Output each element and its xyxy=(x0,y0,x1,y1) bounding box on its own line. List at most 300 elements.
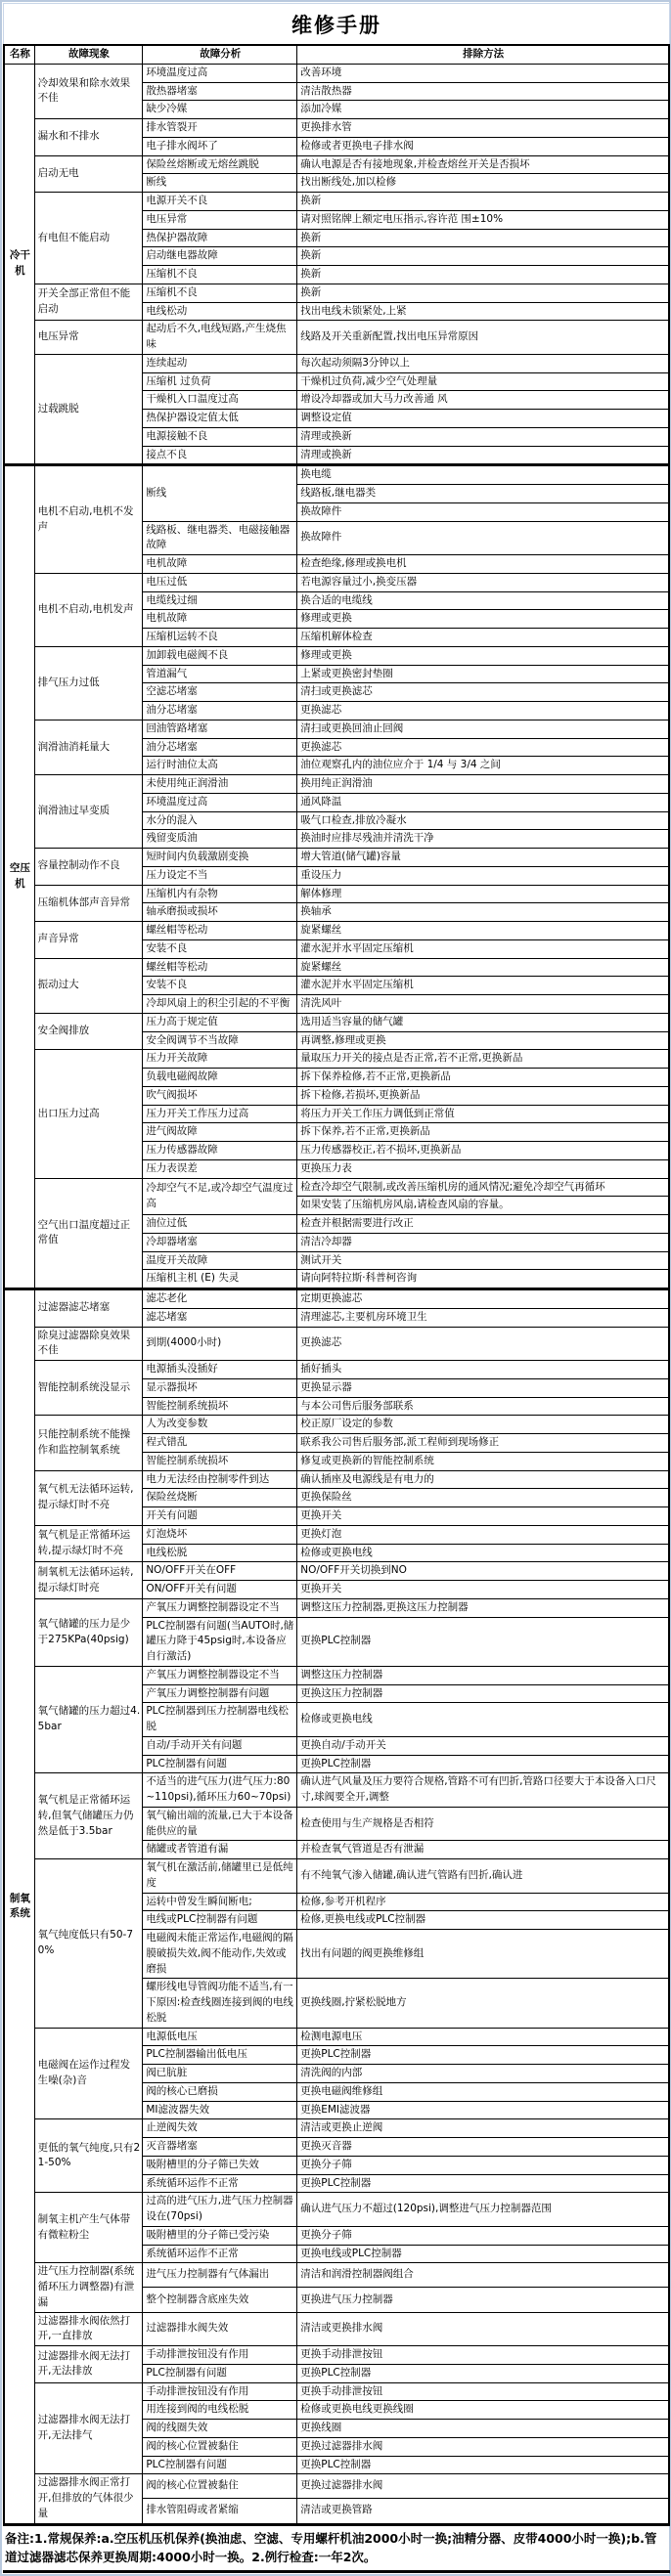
remedy-cell: 解体修理 xyxy=(297,885,669,903)
remedy-cell: 更换开关 xyxy=(297,1507,669,1526)
analysis-cell: 吸附槽里的分子筛已失效 xyxy=(143,2156,297,2174)
remedy-cell: 灌水泥并水平固定压缩机 xyxy=(297,939,669,958)
remedy-cell: 更换EMI滤波器 xyxy=(297,2101,669,2119)
phenomenon-cell: 氧气纯度低只有50-70% xyxy=(34,1859,143,2029)
analysis-cell: 缺少冷媒 xyxy=(143,101,297,119)
analysis-cell: PLC控制器输出低电压 xyxy=(143,2046,297,2065)
phenomenon-cell: 启动无电 xyxy=(34,155,143,193)
remedy-cell: 更换手动排泄按钮 xyxy=(297,2346,669,2365)
column-header-remedy: 排除方法 xyxy=(297,45,669,64)
remedy-cell: 增大管道(储气罐)容量 xyxy=(297,849,669,867)
remedy-cell: 换故障件 xyxy=(297,502,669,521)
remedy-cell: 添加冷媒 xyxy=(297,101,669,119)
table-row xyxy=(4,321,669,355)
remedy-cell: 检查并根据需要进行改正 xyxy=(297,1215,669,1234)
remedy-cell: 调整设定值 xyxy=(297,410,669,428)
analysis-cell: 用连接到阀的电线松脱 xyxy=(143,2401,297,2420)
remedy-cell: 检查绝缘,修理或换电机 xyxy=(297,555,669,574)
remedy-cell: 清洗风叶 xyxy=(297,995,669,1014)
analysis-cell: 电源开关不良 xyxy=(143,193,297,211)
table-row xyxy=(4,1327,669,1361)
remedy-cell: 调整这压力控制器 xyxy=(297,1666,669,1684)
analysis-cell: 阀的核心位置被黏住 xyxy=(143,2474,297,2499)
remedy-cell: 换新 xyxy=(297,266,669,284)
analysis-cell: 螺丝帽等松动 xyxy=(143,958,297,977)
phenomenon-cell: 更低的氧气纯度,只有21-50% xyxy=(34,2119,143,2193)
analysis-cell: 加卸载电磁阀不良 xyxy=(143,646,297,665)
remedy-cell: 更换显示器 xyxy=(297,1378,669,1397)
table-row xyxy=(4,922,669,940)
analysis-cell: 排水管裂开 xyxy=(143,119,297,138)
remedy-cell: 联系我公司售后服务部,派工程师到现场修正 xyxy=(297,1434,669,1453)
phenomenon-cell: 只能控制系统不能操作和监控制氧系统 xyxy=(34,1416,143,1470)
remedy-cell: 检修或更换电线更换线圈 xyxy=(297,2401,669,2420)
remedy-cell: 更换自动/手动开关 xyxy=(297,1736,669,1755)
analysis-cell: 电机故障 xyxy=(143,555,297,574)
remedy-cell: 插好插头 xyxy=(297,1361,669,1379)
remedy-cell: NO/OFF开关切换到NO xyxy=(297,1562,669,1581)
analysis-cell: 自动/手动开关有问题 xyxy=(143,1736,297,1755)
phenomenon-cell: 电磁阀在运作过程发生噪(杂)音 xyxy=(34,2028,143,2119)
remedy-cell: 检查冷却空气限制,或改善压缩机房的通风情况;避免冷却空气再循环 xyxy=(297,1178,669,1197)
table-row xyxy=(4,720,669,738)
table-row xyxy=(4,2312,669,2346)
remedy-cell: 换新 xyxy=(297,229,669,247)
remedy-cell: 更换手动排泄按钮 xyxy=(297,2382,669,2401)
page-title: 维修手册 xyxy=(3,3,670,44)
remedy-cell: 找出有问题的阀更换维修组 xyxy=(297,1930,669,1979)
remedy-cell: 定期更换滤芯 xyxy=(297,1289,669,1309)
remedy-cell: 确认进气风量及压力要符合规格,管路不可有凹折,管路口径要大于本设备入口尺寸,球阀要全开,调整 xyxy=(297,1773,669,1808)
remedy-cell: 更换电磁阀维修组 xyxy=(297,2082,669,2101)
remedy-cell: 更换滤芯 xyxy=(297,738,669,757)
table-row xyxy=(4,1289,669,1309)
analysis-cell: 手动排泄按钮没有作用 xyxy=(143,2382,297,2401)
analysis-cell: 保险丝熔断或无熔丝跳脱 xyxy=(143,155,297,174)
analysis-cell: 压力高于规定值 xyxy=(143,1013,297,1031)
phenomenon-cell: 振动过大 xyxy=(34,958,143,1013)
remedy-cell: 拆下保养,若不正常,更换新品 xyxy=(297,1123,669,1142)
column-header-name: 名称 xyxy=(4,45,34,64)
analysis-cell: 螺丝帽等松动 xyxy=(143,922,297,940)
analysis-cell: 温度开关故障 xyxy=(143,1251,297,1270)
remedy-cell: 并检查氧气管道是否有泄漏 xyxy=(297,1841,669,1859)
remedy-cell: 压力传感器校正,若不损坏,更换新品 xyxy=(297,1142,669,1160)
analysis-cell: 油分芯堵塞 xyxy=(143,738,297,757)
remedy-cell: 更换分子筛 xyxy=(297,2156,669,2174)
analysis-cell: 氧气机在激活前,储罐里已是低纯度 xyxy=(143,1859,297,1894)
analysis-cell: 接点不良 xyxy=(143,446,297,465)
phenomenon-cell: 压缩机体部声音异常 xyxy=(34,885,143,922)
remedy-cell: 找出电线未锁紧处,上紧 xyxy=(297,302,669,321)
section-name-cell: 冷干机 xyxy=(4,64,34,465)
remedy-cell: 通风降温 xyxy=(297,793,669,811)
remedy-cell: 测试开关 xyxy=(297,1251,669,1270)
analysis-cell: 过高的进气压力,进气压力控制器设在(70psi) xyxy=(143,2193,297,2227)
analysis-cell: 电线或PLC控制器有问题 xyxy=(143,1911,297,1930)
analysis-cell: 压力开关故障 xyxy=(143,1050,297,1069)
section-name-cell: 制氧系统 xyxy=(4,1289,34,2525)
remedy-cell: 清扫或更换滤芯 xyxy=(297,683,669,702)
remedy-cell: 请对照铭牌上额定电压指示,容许范 围±10% xyxy=(297,210,669,229)
table-row xyxy=(4,1470,669,1489)
analysis-cell: 压力传感器故障 xyxy=(143,1142,297,1160)
analysis-cell: 灭音器堵塞 xyxy=(143,2138,297,2157)
analysis-cell: 阀的核心位置被黏住 xyxy=(143,2437,297,2456)
analysis-cell: 开关有问题 xyxy=(143,1507,297,1526)
phenomenon-cell: 氧气机无法循环运转,提示绿灯时不亮 xyxy=(34,1470,143,1525)
remedy-cell: 更换滤芯 xyxy=(297,1327,669,1361)
phenomenon-cell: 有电但不能启动 xyxy=(34,193,143,284)
phenomenon-cell: 漏水和不排水 xyxy=(34,119,143,156)
remedy-cell: 更换灯泡 xyxy=(297,1525,669,1544)
analysis-cell: 产氧压力调整控制器设定不当 xyxy=(143,1666,297,1684)
remedy-cell: 若电源容量过小,换变压器 xyxy=(297,573,669,591)
remedy-cell: 清理或换新 xyxy=(297,446,669,465)
analysis-cell: 环境温度过高 xyxy=(143,793,297,811)
analysis-cell: 断线 xyxy=(143,174,297,193)
phenomenon-cell: 排气压力过低 xyxy=(34,646,143,720)
table-row xyxy=(4,2263,669,2288)
analysis-cell: 管道漏气 xyxy=(143,665,297,683)
remedy-cell: 清洁或更换管路 xyxy=(297,2499,669,2524)
analysis-cell: 储罐或者管道有漏 xyxy=(143,1841,297,1859)
table-row xyxy=(4,284,669,302)
remedy-cell: 清理或换新 xyxy=(297,427,669,446)
analysis-cell: 冷却器堵塞 xyxy=(143,1233,297,1251)
analysis-cell: 到期(4000小时) xyxy=(143,1327,297,1361)
remedy-cell: 调整这压力控制器,更换这压力控制器 xyxy=(297,1598,669,1617)
remedy-cell: 旋紧螺丝 xyxy=(297,958,669,977)
analysis-cell: 电力无法经由控制零件到达 xyxy=(143,1470,297,1489)
analysis-cell: 阀已肮脏 xyxy=(143,2065,297,2083)
analysis-cell: 吸附槽里的分子筛已受污染 xyxy=(143,2226,297,2245)
analysis-cell: 阀的核心已磨损 xyxy=(143,2082,297,2101)
phenomenon-cell: 润滑油过早变质 xyxy=(34,775,143,849)
table-row xyxy=(4,573,669,591)
phenomenon-cell: 制氧机无法循环运转,提示绿灯时亮 xyxy=(34,1562,143,1599)
remedy-cell: 增设冷却器或加大马力改善通 风 xyxy=(297,391,669,410)
table-row xyxy=(4,1178,669,1197)
analysis-cell: 热保护器设定值太低 xyxy=(143,410,297,428)
analysis-cell: 不适当的进气压力(进气压力:80~110psi),循环压力60~70psi) xyxy=(143,1773,297,1808)
analysis-cell: 电线松动 xyxy=(143,302,297,321)
analysis-cell: 排水管阻碍或者紧缩 xyxy=(143,2499,297,2524)
remedy-cell: 换新 xyxy=(297,193,669,211)
remedy-cell: 清理滤芯,主要机房环境卫生 xyxy=(297,1308,669,1327)
remedy-cell: 更换PLC控制器 xyxy=(297,2174,669,2193)
maintenance-table xyxy=(3,44,670,2526)
remedy-cell: 清洁和润滑控制器阀组合 xyxy=(297,2263,669,2288)
table-row xyxy=(4,849,669,867)
remedy-cell: 更换PLC控制器 xyxy=(297,2364,669,2382)
analysis-cell: 未使用纯正润滑油 xyxy=(143,775,297,794)
remedy-cell: 确认插座及电源线是有电力的 xyxy=(297,1470,669,1489)
analysis-cell: 压缩机不良 xyxy=(143,284,297,302)
remedy-cell: 量取压力开关的接点是否正常,若不正常,更换新品 xyxy=(297,1050,669,1069)
analysis-cell: 回油管路堵塞 xyxy=(143,720,297,738)
remedy-cell: 每次起动须隔3分钟以上 xyxy=(297,354,669,372)
analysis-cell: 系统循环运作不正常 xyxy=(143,2245,297,2263)
analysis-cell: 显示器损坏 xyxy=(143,1378,297,1397)
analysis-cell: 智能控制系统损坏 xyxy=(143,1397,297,1416)
remedy-cell: 拆下保养检修,若不正常,更换新品 xyxy=(297,1069,669,1087)
analysis-cell: 整个控制器含底座失效 xyxy=(143,2288,297,2312)
phenomenon-cell: 电压异常 xyxy=(34,321,143,355)
remedy-cell: 检修,更换电线或PLC控制器 xyxy=(297,1911,669,1930)
remedy-cell: 换用纯正润滑油 xyxy=(297,775,669,794)
analysis-cell: 残留变质油 xyxy=(143,830,297,849)
phenomenon-cell: 容量控制动作不良 xyxy=(34,849,143,886)
section-name-cell: 空压机 xyxy=(4,465,34,1289)
table-row xyxy=(4,885,669,903)
remedy-cell: 干燥机过负荷,减少空气处理量 xyxy=(297,372,669,391)
analysis-cell: 止逆阀失效 xyxy=(143,2119,297,2138)
remedy-cell: 更换线圈,拧紧松脱地方 xyxy=(297,1979,669,2028)
remedy-cell: 换电缆 xyxy=(297,465,669,485)
analysis-cell: 短时间内负载激剧变换 xyxy=(143,849,297,867)
remedy-cell: 线路板,继电器类 xyxy=(297,485,669,503)
remedy-cell: 选用适当容量的储气罐 xyxy=(297,1013,669,1031)
remedy-cell: 上紧或更换密封垫圈 xyxy=(297,665,669,683)
phenomenon-cell: 冷却效果和除水效果不佳 xyxy=(34,64,143,118)
analysis-cell: 过滤器排水阀失效 xyxy=(143,2312,297,2346)
analysis-cell: 环境温度过高 xyxy=(143,64,297,82)
phenomenon-cell: 过滤器滤芯堵塞 xyxy=(34,1289,143,1328)
remedy-cell: 换油时应排尽残油并清洗干净 xyxy=(297,830,669,849)
analysis-cell: 电源低电压 xyxy=(143,2028,297,2046)
table-row xyxy=(4,1598,669,1617)
analysis-cell: 氧气输出端的流量,已大于本设备能供应的量 xyxy=(143,1807,297,1841)
remedy-cell: 检修,参考开机程序 xyxy=(297,1893,669,1911)
analysis-cell: 压缩机主机 (E) 失灵 xyxy=(143,1270,297,1289)
remedy-cell: 旋紧螺丝 xyxy=(297,922,669,940)
analysis-cell: 电压过低 xyxy=(143,573,297,591)
analysis-cell: 智能控制系统损坏 xyxy=(143,1452,297,1470)
remedy-cell: 清洁冷却器 xyxy=(297,1233,669,1251)
remedy-cell: 更换PLC控制器 xyxy=(297,1617,669,1666)
analysis-cell: 产氧压力调整控制器有问题 xyxy=(143,1684,297,1703)
phenomenon-cell: 过滤器排水阀正常打开,但排放的气体很少量 xyxy=(34,2474,143,2524)
analysis-cell: 电磁阀未能正常运作,电磁阀的隔膜破损失效,阀不能动作,失效或磨损 xyxy=(143,1930,297,1979)
remedy-cell: 如果安装了压缩机房风扇,请检查风扇的容量。 xyxy=(297,1197,669,1215)
remedy-cell: 换轴承 xyxy=(297,903,669,922)
table-row xyxy=(4,1859,669,1894)
remedy-cell: 检测电源电压 xyxy=(297,2028,669,2046)
remedy-cell: 换新 xyxy=(297,284,669,302)
phenomenon-cell: 过载跳脱 xyxy=(34,354,143,465)
remedy-cell: 检查使用与生产规格是否相符 xyxy=(297,1807,669,1841)
analysis-cell: 油位过低 xyxy=(143,1215,297,1234)
remedy-cell: 修复或更换新的智能控制系统 xyxy=(297,1452,669,1470)
phenomenon-cell: 开关全部正常但不能启动 xyxy=(34,284,143,321)
analysis-cell: 电线松脱 xyxy=(143,1544,297,1562)
analysis-cell: 线路板、继电器类、电磁接触器故障 xyxy=(143,521,297,555)
table-row xyxy=(4,1050,669,1069)
remedy-cell: 确认进气压力不超过(120psi),调整进气压力控制器范围 xyxy=(297,2193,669,2227)
analysis-cell: 空滤芯堵塞 xyxy=(143,683,297,702)
remedy-cell: 检修或更换电线 xyxy=(297,1544,669,1562)
remedy-cell: 更换滤芯 xyxy=(297,702,669,720)
table-row xyxy=(4,2119,669,2138)
analysis-cell: PLC控制器有问题 xyxy=(143,2364,297,2382)
table-row xyxy=(4,1562,669,1581)
remedy-cell: 修理或更换 xyxy=(297,610,669,629)
remedy-cell: 改善环境 xyxy=(297,64,669,82)
analysis-cell: 系统循环运作不正常 xyxy=(143,2174,297,2193)
phenomenon-cell: 制氧主机产生气体带有微粒粉尘 xyxy=(34,2193,143,2263)
table-row xyxy=(4,1013,669,1031)
analysis-cell: ON/OFF开关有问题 xyxy=(143,1581,297,1599)
analysis-cell: 压缩机内有杂物 xyxy=(143,885,297,903)
analysis-cell: 水分的混入 xyxy=(143,811,297,830)
table-row xyxy=(4,646,669,665)
remedy-cell: 更换PLC控制器 xyxy=(297,1755,669,1773)
analysis-cell: 灯泡烧坏 xyxy=(143,1525,297,1544)
column-header-analysis: 故障分析 xyxy=(143,45,297,64)
phenomenon-cell: 过滤器排水阀依然打开,一直排放 xyxy=(34,2312,143,2346)
analysis-cell: 螺形线电导管阀功能不适当,有一下原因:检查线圈连接到阀的电线松脱 xyxy=(143,1979,297,2028)
analysis-cell: NO/OFF开关在OFF xyxy=(143,1562,297,1581)
remedy-cell: 确认电源是否有接地现象,并检查熔丝开关是否损坏 xyxy=(297,155,669,174)
remedy-cell: 更换PLC控制器 xyxy=(297,2046,669,2065)
remedy-cell: 清扫或更换回油止回阀 xyxy=(297,720,669,738)
remedy-cell: 换合适的电缆线 xyxy=(297,591,669,610)
phenomenon-cell: 过滤器排水阀无法打开,无法排放 xyxy=(34,2346,143,2383)
remedy-cell: 清洁散热器 xyxy=(297,82,669,101)
analysis-cell: 连续起动 xyxy=(143,354,297,372)
remedy-cell: 清洗阀的内部 xyxy=(297,2065,669,2083)
analysis-cell: 电源接触不良 xyxy=(143,427,297,446)
table-row xyxy=(4,465,669,485)
remedy-cell: 更换灭音器 xyxy=(297,2138,669,2157)
table-row xyxy=(4,2028,669,2046)
analysis-cell: PLC控制器有问题(当AUTO时,储罐压力降于45psig时,本设备应自行激活) xyxy=(143,1617,297,1666)
analysis-cell: 负载电磁阀故障 xyxy=(143,1069,297,1087)
remedy-cell: 清洁或更换排水阀 xyxy=(297,2312,669,2346)
phenomenon-cell: 氧气储罐的压力是少于275KPa(40psig) xyxy=(34,1598,143,1666)
analysis-cell: 运行时油位太高 xyxy=(143,757,297,775)
phenomenon-cell: 润滑油消耗量大 xyxy=(34,720,143,774)
analysis-cell: 起动后不久,电线短路,产生烧焦味 xyxy=(143,321,297,355)
remedy-cell: 再调整,修理或更换 xyxy=(297,1031,669,1050)
analysis-cell: 冷却风扇上的积尘引起的不平衡 xyxy=(143,995,297,1014)
analysis-cell: 滤芯老化 xyxy=(143,1289,297,1309)
table-row xyxy=(4,775,669,794)
table-row xyxy=(4,119,669,138)
analysis-cell: 压力开关工作压力过高 xyxy=(143,1105,297,1123)
analysis-cell: 压缩机运转不良 xyxy=(143,629,297,647)
table-row xyxy=(4,1525,669,1544)
remedy-cell: 更换过滤器排水阀 xyxy=(297,2437,669,2456)
analysis-cell: 滤芯堵塞 xyxy=(143,1308,297,1327)
table-row xyxy=(4,193,669,211)
analysis-cell: 压缩机不良 xyxy=(143,266,297,284)
remedy-cell: 更换进气压力控制器 xyxy=(297,2288,669,2312)
analysis-cell: 启动继电器故障 xyxy=(143,247,297,266)
analysis-cell: 压力设定不当 xyxy=(143,866,297,885)
analysis-cell: MI滤波器失效 xyxy=(143,2101,297,2119)
remedy-cell: 有不纯氧气渗入储罐,确认进气管路有凹折,确认进 xyxy=(297,1859,669,1894)
analysis-cell: 进气压力控制器有气体漏出 xyxy=(143,2263,297,2288)
remedy-cell: 找出断线处,加以检修 xyxy=(297,174,669,193)
phenomenon-cell: 氧气储罐的压力超过4.5bar xyxy=(34,1666,143,1773)
analysis-cell: 人为改变参数 xyxy=(143,1416,297,1434)
phenomenon-cell: 出口压力过高 xyxy=(34,1050,143,1178)
table-row xyxy=(4,2346,669,2365)
remedy-cell: 更换PLC控制器 xyxy=(297,2456,669,2474)
table-row xyxy=(4,354,669,372)
remedy-cell: 更换排水管 xyxy=(297,119,669,138)
analysis-cell: 散热器堵塞 xyxy=(143,82,297,101)
table-row xyxy=(4,155,669,174)
remedy-cell: 压缩机解体检查 xyxy=(297,629,669,647)
analysis-cell: 运转中曾发生瞬间断电; xyxy=(143,1893,297,1911)
analysis-cell: 断线 xyxy=(143,465,297,521)
analysis-cell: 轴承磨损或损坏 xyxy=(143,903,297,922)
phenomenon-cell: 声音异常 xyxy=(34,922,143,959)
analysis-cell: 压缩机 过负荷 xyxy=(143,372,297,391)
phenomenon-cell: 电机不启动,电机不发声 xyxy=(34,465,143,574)
analysis-cell: PLC控制器有问题 xyxy=(143,2456,297,2474)
analysis-cell: PLC控制器有问题 xyxy=(143,1755,297,1773)
remedy-cell: 与本公司售后服务部联系 xyxy=(297,1397,669,1416)
analysis-cell: 阀的线圈失效 xyxy=(143,2420,297,2438)
maintenance-footnote: 备注:1.常规保养:a.空压机压机保养(换油虑、空滤、专用螺杆机油2000小时一换;油精分器、皮带4000小时一换);b.管道过滤器滤芯保养更换周期:4000小时一换。2.例行检查:一年2次。 xyxy=(3,2526,670,2574)
analysis-cell: 冷却空气不足,或冷却空气温度过高 xyxy=(143,1178,297,1215)
remedy-cell: 灌水泥并水平固定压缩机 xyxy=(297,977,669,995)
table-row xyxy=(4,64,669,82)
analysis-cell: 安装不良 xyxy=(143,939,297,958)
remedy-cell: 清洁或更换止逆阀 xyxy=(297,2119,669,2138)
remedy-cell: 更换过滤器排水阀 xyxy=(297,2474,669,2499)
remedy-cell: 换故障件 xyxy=(297,521,669,555)
phenomenon-cell: 除臭过滤器除臭效果不佳 xyxy=(34,1327,143,1361)
analysis-cell: 进气阀故障 xyxy=(143,1123,297,1142)
table-row xyxy=(4,2474,669,2499)
remedy-cell: 更换线圈 xyxy=(297,2420,669,2438)
phenomenon-cell: 空气出口温度超过正常值 xyxy=(34,1178,143,1289)
table-row xyxy=(4,2193,669,2227)
analysis-cell: 吹气阀损坏 xyxy=(143,1086,297,1105)
remedy-cell: 更换开关 xyxy=(297,1581,669,1599)
phenomenon-cell: 氧气机是正常循环运转,但氧气储罐压力仍然是低于3.5bar xyxy=(34,1773,143,1859)
remedy-cell: 请向阿特拉斯·科普柯咨询 xyxy=(297,1270,669,1289)
analysis-cell: 油分芯堵塞 xyxy=(143,702,297,720)
remedy-cell: 将压力开关工作压力调低到正常值 xyxy=(297,1105,669,1123)
analysis-cell: 热保护器故障 xyxy=(143,229,297,247)
analysis-cell: 程式错乱 xyxy=(143,1434,297,1453)
analysis-cell: 产氧压力调整控制器设定不当 xyxy=(143,1598,297,1617)
analysis-cell: 压力表误差 xyxy=(143,1159,297,1178)
analysis-cell: 电子排水阀坏了 xyxy=(143,137,297,155)
remedy-cell: 线路及开关重新配置,找出电压异常原因 xyxy=(297,321,669,355)
phenomenon-cell: 智能控制系统没显示 xyxy=(34,1361,143,1416)
remedy-cell: 重设压力 xyxy=(297,866,669,885)
analysis-cell: 手动排泄按钮没有作用 xyxy=(143,2346,297,2365)
remedy-cell: 检修或者更换电子排水阀 xyxy=(297,137,669,155)
table-row xyxy=(4,1773,669,1808)
table-row xyxy=(4,1416,669,1434)
analysis-cell: 电压异常 xyxy=(143,210,297,229)
phenomenon-cell: 电机不启动,电机发声 xyxy=(34,573,143,646)
analysis-cell: 干燥机入口温度过高 xyxy=(143,391,297,410)
column-header-phenomenon: 故障现象 xyxy=(34,45,143,64)
analysis-cell: 安全阀调节不当故障 xyxy=(143,1031,297,1050)
remedy-cell: 更换保险丝 xyxy=(297,1489,669,1507)
remedy-cell: 拆下检修,若损坏,更换新品 xyxy=(297,1086,669,1105)
remedy-cell: 更换压力表 xyxy=(297,1159,669,1178)
